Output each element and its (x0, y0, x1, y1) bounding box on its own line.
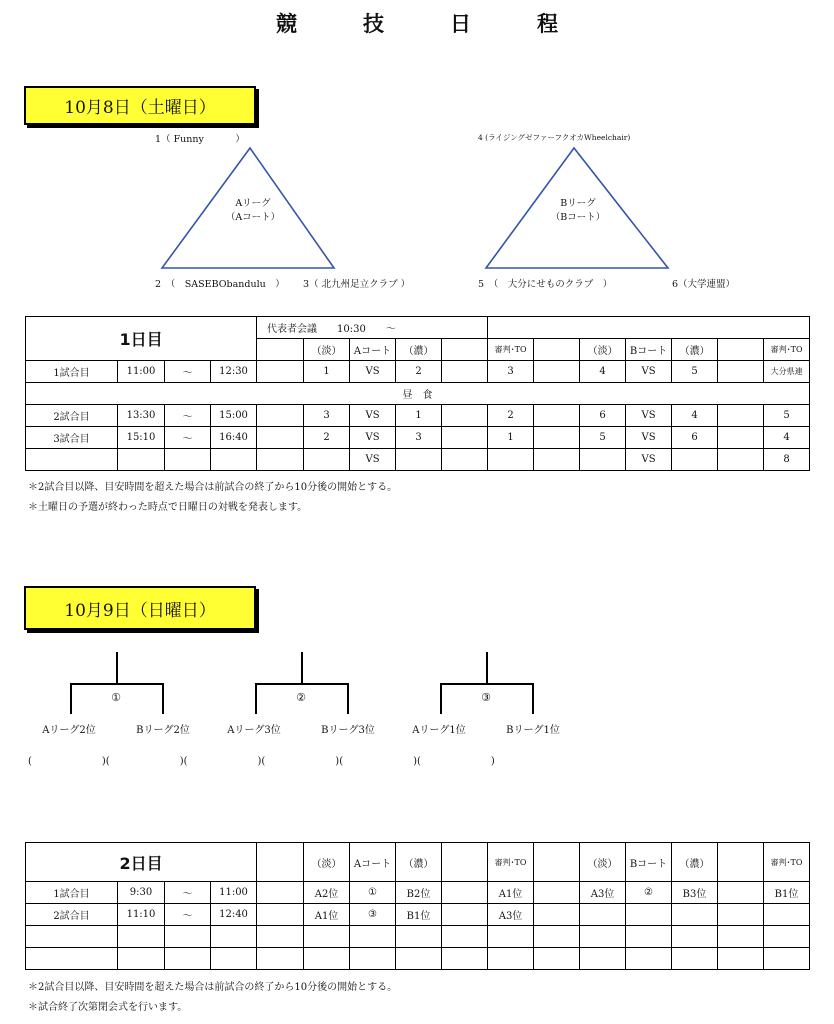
table-cell (165, 926, 211, 948)
table-cell: A3位 (580, 882, 626, 904)
table-cell (304, 449, 350, 471)
day1-note-2: ＊土曜日の予選が終わった時点で日曜日の対戦を発表します。 (28, 502, 308, 513)
title-char: 程 (537, 12, 558, 36)
table-cell (257, 882, 304, 904)
header-blank (488, 317, 810, 339)
table-cell: A1位 (488, 882, 534, 904)
court-a-ref: 審判･TO (488, 339, 534, 361)
table-cell: 8 (764, 449, 810, 471)
header-cell (257, 843, 304, 882)
court-a-name: Aコート (350, 843, 396, 882)
header-cell (534, 339, 580, 361)
table-cell: 2 (304, 427, 350, 449)
court-b-ref: 審判･TO (764, 843, 810, 882)
bracket-stem (116, 652, 118, 683)
court-b-name: Bコート (626, 339, 672, 361)
court-a-light: （淡） (304, 843, 350, 882)
bracket-left-leg (255, 683, 257, 714)
table-cell (718, 948, 764, 970)
table-cell (257, 405, 304, 427)
bracket-bar (70, 683, 163, 685)
court-a-name: Aコート (350, 339, 396, 361)
table-cell (488, 449, 534, 471)
day1-note-1: ＊2試合目以降、目安時間を超えた場合は前試合の終了から10分後の開始とする。 (28, 482, 398, 493)
table-cell (257, 948, 304, 970)
table-cell: 13:30 (118, 405, 165, 427)
table-cell (718, 449, 764, 471)
table-cell (764, 948, 810, 970)
table-cell: 1試合目 (26, 361, 118, 383)
table-cell (396, 449, 442, 471)
league-b-name: Bリーグ (560, 198, 596, 209)
table-cell (580, 926, 626, 948)
table-cell (580, 904, 626, 926)
league-b-court: （Bコート） (550, 212, 606, 223)
table-cell: ② (626, 882, 672, 904)
day2-date: 10月9日（日曜日） (64, 600, 216, 621)
title-char: 日 (450, 12, 471, 36)
table-cell (257, 926, 304, 948)
court-b-light: （淡） (580, 843, 626, 882)
table-cell (672, 926, 718, 948)
table-cell (488, 948, 534, 970)
table-cell: 大分県連 (764, 361, 810, 383)
table-cell: 4 (580, 361, 626, 383)
table-cell (534, 449, 580, 471)
table-cell: 1 (488, 427, 534, 449)
court-a-dark: （濃） (396, 843, 442, 882)
table-cell (118, 926, 165, 948)
table-row (26, 904, 810, 926)
table-cell (626, 904, 672, 926)
bracket-left-team: Aリーグ1位 (412, 725, 466, 736)
table-cell (257, 361, 304, 383)
team-2-label: 2 （ SASEBObandulu ） (155, 279, 285, 290)
table-cell: 2試合目 (26, 904, 118, 926)
header-cell (534, 843, 580, 882)
table-cell (718, 405, 764, 427)
table-row (26, 361, 810, 383)
bracket-stem (301, 652, 303, 683)
table-cell: ① (350, 882, 396, 904)
bracket-left-leg (70, 683, 72, 714)
table-cell (350, 926, 396, 948)
table-row (26, 948, 810, 970)
table-cell (442, 904, 488, 926)
table-cell: 5 (764, 405, 810, 427)
header-cell (718, 843, 764, 882)
table-cell (580, 948, 626, 970)
bracket-stem (486, 652, 488, 683)
court-b-ref: 審判･TO (764, 339, 810, 361)
table-cell: VS (350, 405, 396, 427)
league-a-name: Aリーグ (235, 198, 271, 209)
day1-schedule-table (25, 316, 810, 471)
table-cell (442, 361, 488, 383)
table-cell (26, 449, 118, 471)
table-cell: A3位 (488, 904, 534, 926)
table-cell: 16:40 (211, 427, 257, 449)
table-cell (396, 926, 442, 948)
table-cell: 11:00 (118, 361, 165, 383)
table-cell (257, 904, 304, 926)
bracket-match-number: ① (111, 691, 121, 704)
table-cell: 11:10 (118, 904, 165, 926)
table-cell (165, 948, 211, 970)
table-cell (211, 926, 257, 948)
league-triangles (0, 0, 834, 300)
bracket-right-team: Bリーグ1位 (506, 725, 560, 736)
table-cell (211, 948, 257, 970)
table-cell (442, 427, 488, 449)
day1-date: 10月8日（土曜日） (64, 98, 216, 118)
table-cell: 〜 (165, 361, 211, 383)
header-cell (442, 843, 488, 882)
table-cell (718, 926, 764, 948)
table-cell (118, 948, 165, 970)
bracket-bar (440, 683, 533, 685)
table-cell (764, 926, 810, 948)
table-cell: A2位 (304, 882, 350, 904)
table-row (26, 926, 810, 948)
table-cell (26, 926, 118, 948)
bracket-right-team: Bリーグ3位 (321, 725, 375, 736)
table-cell (764, 904, 810, 926)
bracket-left-team: Aリーグ3位 (227, 725, 281, 736)
table-cell: B2位 (396, 882, 442, 904)
table-cell: B1位 (764, 882, 810, 904)
day1-label: 1日目 (26, 317, 257, 361)
table-row (26, 405, 810, 427)
bracket-left-leg (440, 683, 442, 714)
table-cell (534, 948, 580, 970)
table-cell: 4 (672, 405, 718, 427)
court-a-ref: 審判･TO (488, 843, 534, 882)
table-cell: 2 (488, 405, 534, 427)
table-cell (672, 904, 718, 926)
table-cell: 〜 (165, 427, 211, 449)
day2-note-1: ＊2試合目以降、目安時間を超えた場合は前試合の終了から10分後の開始とする。 (28, 982, 398, 993)
header-cell (442, 339, 488, 361)
day2-label: 2日目 (26, 843, 257, 882)
table-cell (442, 926, 488, 948)
table-cell: 12:30 (211, 361, 257, 383)
day2-note-2: ＊試合終了次第閉会式を行います。 (28, 1002, 188, 1013)
header-cell (718, 339, 764, 361)
table-cell (442, 882, 488, 904)
day2-date-box (24, 586, 256, 630)
table-cell: B3位 (672, 882, 718, 904)
table-row (26, 427, 810, 449)
table-cell: VS (350, 361, 396, 383)
table-row (26, 882, 810, 904)
table-cell: 4 (764, 427, 810, 449)
table-cell: VS (350, 427, 396, 449)
table-cell: 11:00 (211, 882, 257, 904)
table-cell (718, 904, 764, 926)
table-cell (672, 449, 718, 471)
title-char: 技 (363, 12, 384, 36)
bracket-right-leg (532, 683, 534, 714)
bracket-right-leg (162, 683, 164, 714)
court-a-light: （淡） (304, 339, 350, 361)
table-cell: 〜 (165, 405, 211, 427)
table-cell: VS (626, 361, 672, 383)
table-cell: B1位 (396, 904, 442, 926)
table-cell: 3試合目 (26, 427, 118, 449)
team-name-parens: ( )( )( )( )( )( ) (28, 756, 495, 767)
table-cell: 1試合目 (26, 882, 118, 904)
meeting-info: 代表者会議 10:30 〜 (257, 317, 488, 339)
table-cell (350, 948, 396, 970)
table-cell (672, 948, 718, 970)
table-cell: 2 (396, 361, 442, 383)
bracket-right-team: Bリーグ2位 (136, 725, 190, 736)
table-cell: 15:10 (118, 427, 165, 449)
table-cell (118, 449, 165, 471)
table-cell: 〜 (165, 904, 211, 926)
table-cell: 6 (672, 427, 718, 449)
table-cell (718, 882, 764, 904)
table-cell (534, 427, 580, 449)
table-cell (211, 449, 257, 471)
bracket-left-team: Aリーグ2位 (42, 725, 96, 736)
court-b-dark: （濃） (672, 843, 718, 882)
table-cell (580, 449, 626, 471)
table-cell: VS (626, 449, 672, 471)
table-cell: 3 (396, 427, 442, 449)
table-cell (718, 427, 764, 449)
table-cell (442, 405, 488, 427)
table-cell (626, 948, 672, 970)
table-cell (26, 948, 118, 970)
table-cell (534, 926, 580, 948)
table-cell: 3 (304, 405, 350, 427)
table-cell: 5 (672, 361, 718, 383)
table-cell: A1位 (304, 904, 350, 926)
bracket-match-number: ③ (481, 691, 491, 704)
table-cell (718, 361, 764, 383)
table-cell: 3 (488, 361, 534, 383)
table-cell (165, 449, 211, 471)
team-5-label: 5 （ 大分にせものクラブ ） (478, 279, 613, 290)
table-cell (257, 427, 304, 449)
table-cell: VS (626, 427, 672, 449)
table-cell (442, 449, 488, 471)
team-1-label: 1（ Funny ） (155, 134, 245, 145)
bracket-match-number: ② (296, 691, 306, 704)
table-cell: ③ (350, 904, 396, 926)
bracket-right-leg (347, 683, 349, 714)
court-b-light: （淡） (580, 339, 626, 361)
table-cell (626, 926, 672, 948)
header-cell (257, 339, 304, 361)
table-row (26, 449, 810, 471)
league-a-court: （Aコート） (225, 212, 281, 223)
day2-schedule-table (25, 842, 810, 970)
table-cell: VS (626, 405, 672, 427)
table-cell: 2試合目 (26, 405, 118, 427)
table-cell (442, 948, 488, 970)
court-a-dark: （濃） (396, 339, 442, 361)
table-cell (534, 361, 580, 383)
table-cell: VS (350, 449, 396, 471)
table-cell: 9:30 (118, 882, 165, 904)
table-cell: 1 (396, 405, 442, 427)
team-6-label: 6（大学連盟） (672, 279, 736, 290)
table-cell: 6 (580, 405, 626, 427)
court-b-name: Bコート (626, 843, 672, 882)
table-cell: 15:00 (211, 405, 257, 427)
table-cell (396, 948, 442, 970)
table-cell (304, 926, 350, 948)
team-3-label: 3（ 北九州足立クラブ ） (303, 279, 411, 290)
table-cell (488, 926, 534, 948)
table-cell (534, 405, 580, 427)
title-char: 競 (276, 12, 297, 36)
table-cell (257, 449, 304, 471)
table-cell (304, 948, 350, 970)
table-cell (534, 904, 580, 926)
table-cell (534, 882, 580, 904)
lunch-row: 昼 食 (26, 383, 810, 405)
table-cell: 5 (580, 427, 626, 449)
table-cell: 〜 (165, 882, 211, 904)
table-cell: 12:40 (211, 904, 257, 926)
bracket-bar (255, 683, 348, 685)
court-b-dark: （濃） (672, 339, 718, 361)
table-cell: 1 (304, 361, 350, 383)
team-4-label: 4 (ライジングゼファーフクオカWheelchair) (478, 133, 631, 142)
